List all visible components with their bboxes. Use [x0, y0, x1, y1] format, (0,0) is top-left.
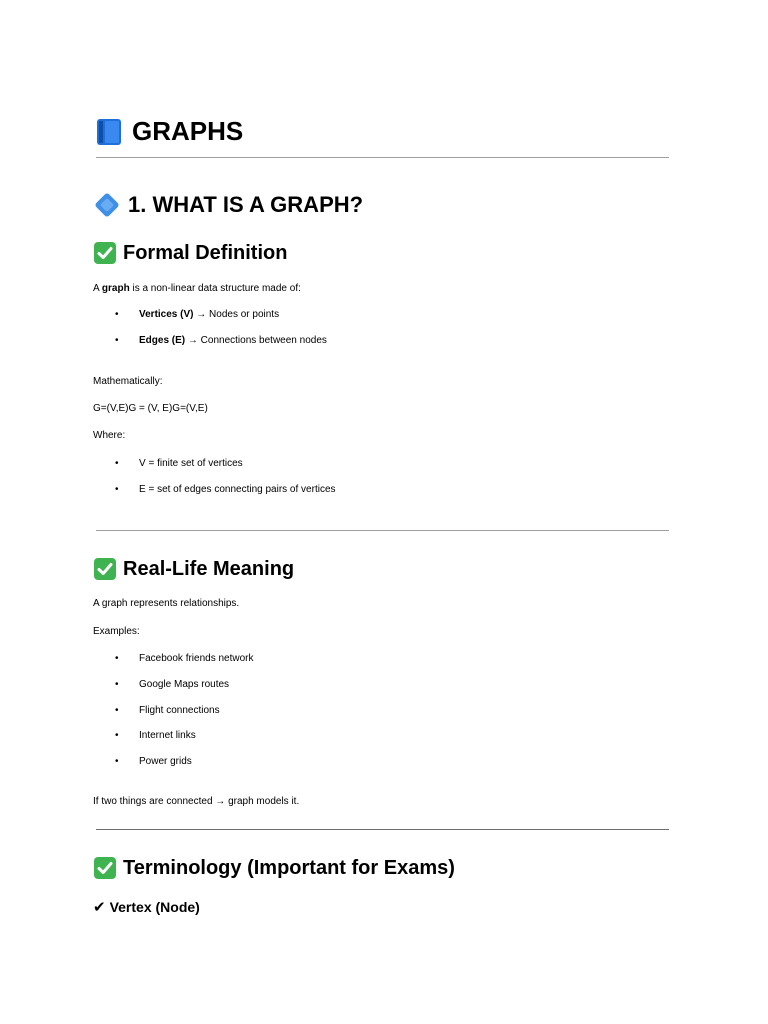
paragraph: A graph represents relationships. — [93, 598, 240, 609]
list-item — [115, 652, 254, 665]
list-item — [115, 704, 220, 717]
divider — [96, 157, 669, 158]
book-icon — [94, 117, 124, 147]
list-item-text: Google Maps routes — [139, 679, 230, 690]
list-item — [115, 678, 230, 691]
list-item-text: E = set of edges connecting pairs of vertices — [139, 484, 336, 495]
list-item-text: Flight connections — [139, 705, 220, 716]
bullet: • — [115, 730, 119, 741]
bullet: • — [115, 679, 119, 690]
subsection-heading — [93, 856, 455, 880]
bullet: • — [115, 335, 119, 346]
bullet: • — [115, 653, 119, 664]
subsection-heading-text: Terminology (Important for Exams) — [123, 856, 455, 879]
section-heading — [93, 191, 363, 219]
list-item — [115, 729, 196, 742]
text: is a non-linear data structure made of: — [129, 283, 301, 294]
subsection-heading — [93, 557, 294, 581]
section-heading-text: 1. WHAT IS A GRAPH? — [128, 192, 364, 217]
paragraph: Mathematically: — [93, 376, 163, 387]
list-item — [115, 483, 336, 496]
list-item — [115, 308, 280, 321]
formula: G=(V,E)G = (V, E)G=(V,E) — [93, 403, 208, 414]
bullet: • — [115, 705, 119, 716]
blue-diamond-icon — [93, 191, 121, 219]
bullet: • — [115, 756, 119, 767]
page-title-text: GRAPHS — [132, 116, 244, 146]
bullet: • — [115, 458, 119, 469]
check-mark-icon — [93, 856, 117, 880]
check-mark-icon — [93, 557, 117, 581]
page-title — [94, 116, 243, 147]
bold-term: graph — [101, 283, 130, 294]
list-item — [115, 755, 192, 768]
paragraph — [93, 282, 301, 295]
subsection-heading — [93, 241, 287, 265]
bold-term: Edges (E) — [139, 335, 186, 346]
bullet: • — [115, 484, 119, 495]
list-item — [115, 457, 243, 470]
bullet: • — [115, 309, 119, 320]
list-item-text: Power grids — [139, 756, 192, 767]
heavy-check-icon: ✔ — [93, 898, 106, 916]
minor-heading — [93, 898, 200, 916]
paragraph: Examples: — [93, 626, 140, 637]
minor-heading-text: Vertex (Node) — [109, 899, 200, 915]
text: A — [93, 283, 102, 294]
list-item-text: Facebook friends network — [139, 653, 254, 664]
list-item-text: V = finite set of vertices — [139, 458, 243, 469]
paragraph: Where: — [93, 430, 126, 441]
bold-term: Vertices (V) — [139, 309, 194, 320]
list-item-text: Internet links — [139, 730, 196, 741]
divider — [96, 530, 669, 531]
subsection-heading-text: Formal Definition — [123, 241, 288, 264]
list-item-text: → Connections between nodes — [185, 335, 327, 346]
divider — [96, 829, 669, 830]
list-item — [115, 334, 327, 347]
subsection-heading-text: Real-Life Meaning — [123, 557, 295, 580]
list-item-text: → Nodes or points — [193, 309, 280, 320]
paragraph: If two things are connected → graph models it. — [93, 796, 300, 807]
check-mark-icon — [93, 241, 117, 265]
